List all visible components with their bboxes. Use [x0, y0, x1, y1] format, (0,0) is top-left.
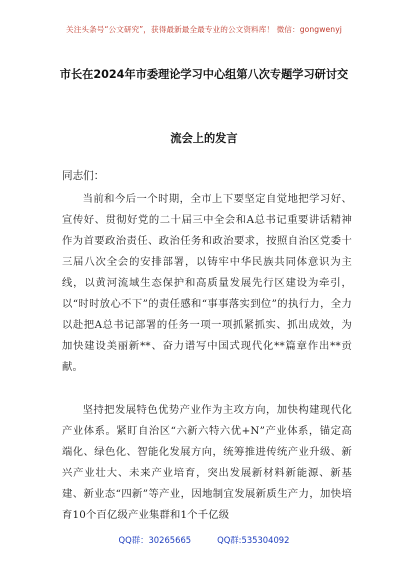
document-title-line-1: 市长在2024年市委理论学习中心组第八次专题学习研讨交 [59, 68, 349, 81]
document-title-line-2: 流会上的发言 [170, 132, 238, 145]
footer-contact [0, 534, 408, 546]
footer-qq-group-1: QQ群：30265665 [118, 535, 192, 545]
body-paragraph: 当前和今后一个时期，全市上下要坚定自觉地把学习好、宣传好、贯彻好党的二十届三中全会和A总书记重要讲话精神作为首要政治责任、政治任务和政治要求，按照自治区党委十三届八次全会的安排部署，以铸牢中华民族共同体意识为主线，以黄河流域生态保护和高质量发展先行区建设为牵引，以“时时放心不下”的责任感和“事事落实到位”的执行力，全力以赴把A总书记部署的任务一项一项抓紧抓实、抓出成效，为加快建设美丽新**、奋力谱写中国式现代化**篇章作出**贡献。 [62, 193, 352, 373]
footer-qq-group-2: QQ群:535304092 [217, 535, 290, 545]
body-paragraph: 坚持把发展特色优势产业作为主攻方向，加快构建现代化产业体系。紧盯自治区“六新六特六优+N”产业体系，锚定高端化、绿色化、智能化发展方向，统筹推进传统产业升级、新兴产业壮大、未来产业培育，突出发展新材料新能源、新基建、新业态“四新”等产业，因地制宜发展新质生产力，加快培育10个百亿级产业集群和1个千亿级 [62, 404, 352, 521]
greeting: 同志们： [62, 170, 105, 182]
header-banner: 关注头条号“公文研究”，获得最新最全最专业的公文资料库！ 微信：gongwenyj [66, 25, 342, 34]
